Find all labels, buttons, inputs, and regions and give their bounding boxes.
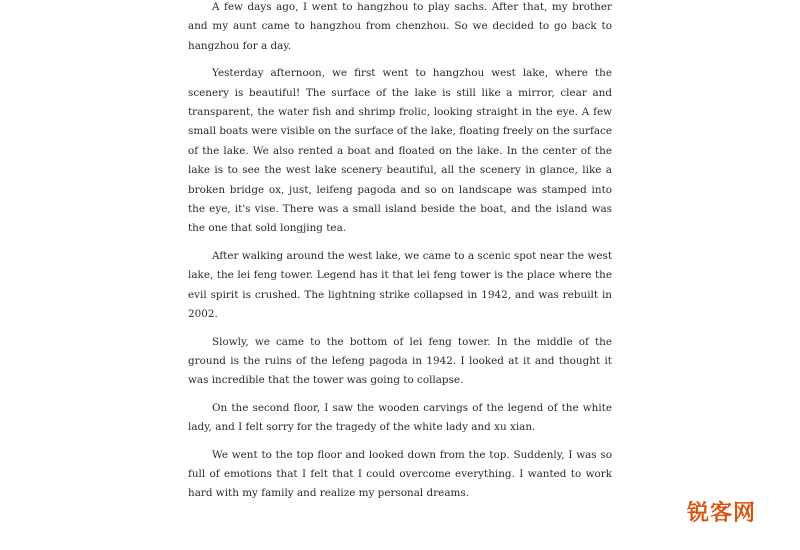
- essay-paragraph-4: Slowly, we came to the bottom of lei feng tower. In the middle of the ground is the ruins of the lefeng pagoda in 1942. I looked at it and thought it was incredible that the tower was going to collapse.: [188, 335, 612, 387]
- site-watermark-logo: [681, 496, 762, 526]
- essay-body: [188, 0, 612, 512]
- essay-paragraph-1: A few days ago, I went to hangzhou to play sachs. After that, my brother and my aunt came to hangzhou from chenzhou. So we decided to go back to hangzhou for a day.: [188, 1, 612, 52]
- essay-paragraph-6: We went to the top floor and looked down from the top. Suddenly, I was so full of emotions that I felt that I could overcome everything. I wanted to work hard with my family and realize my personal dreams.: [188, 448, 612, 500]
- essay-paragraph-3: After walking around the west lake, we came to a scenic spot near the west lake, the lei feng tower. Legend has it that lei feng tower is the place where the evil spirit is crushed. The lightning strike collapsed in 1942, and was rebuilt in 2002.: [188, 249, 612, 321]
- essay-paragraph-2: Yesterday afternoon, we first went to hangzhou west lake, where the scenery is beautiful! The surface of the lake is still like a mirror, clear and transparent, the water fish and shrimp frolic, looking straight in the eye. A few small boats were visible on the surface of the lake, floating freely on the surface of the lake. We also rented a boat and floated on the lake. In the center of the lake is to see the west lake scenery beautiful, all the scenery in glance, like a broken bridge ox, just, leifeng pagoda and so on landscape was stamped into the eye, it's vise. There was a small island beside the boat, and the island was the one that sold longjing tea.: [188, 67, 612, 235]
- essay-paragraph-5: On the second floor, I saw the wooden carvings of the legend of the white lady, and I felt sorry for the tragedy of the white lady and xu xian.: [188, 401, 612, 434]
- watermark-text: 锐客网: [686, 500, 756, 526]
